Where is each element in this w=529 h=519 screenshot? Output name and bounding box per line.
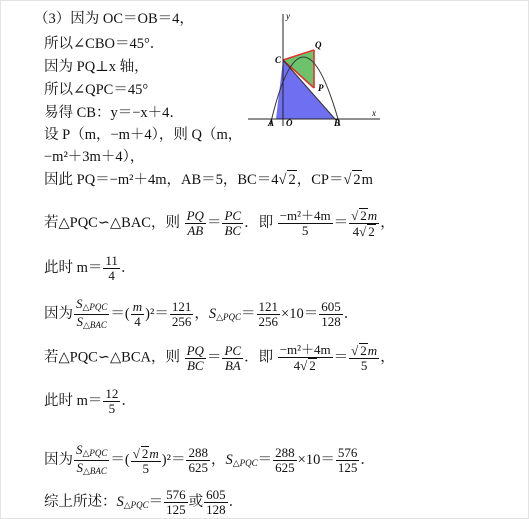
radicand: 2: [309, 358, 316, 373]
label-o: O: [286, 118, 293, 128]
sqrt-sign: √: [351, 343, 359, 358]
sqrt-sign: √: [351, 208, 359, 223]
m-value-2: [44, 387, 136, 416]
fraction-root2m-5: [349, 343, 379, 373]
coef: 4: [293, 358, 301, 373]
line-8-c: ，CP＝: [296, 172, 344, 188]
label: 此时 m＝: [44, 392, 103, 409]
label: 因为: [44, 305, 73, 322]
eq: ＝: [241, 305, 256, 322]
fraction-288-625: [186, 446, 210, 475]
den: AB: [187, 223, 204, 238]
radicand: 2: [368, 224, 375, 239]
num: PQ: [186, 208, 204, 223]
s: S: [76, 314, 83, 329]
label: 综上所述：: [44, 493, 117, 510]
num: PC: [224, 208, 242, 223]
fraction-m-4: [131, 300, 144, 329]
num: PQ: [186, 342, 204, 358]
fraction-11-4: [103, 254, 120, 283]
s: S: [76, 442, 83, 457]
equals: ＝: [333, 349, 349, 366]
den: BC: [224, 223, 242, 238]
period: ．: [343, 305, 359, 322]
den: 256: [171, 314, 192, 329]
line-6: 设 P（m，−m＋4），则 Q（m，: [44, 127, 243, 143]
den: 625: [275, 460, 295, 475]
fraction-576-125: [336, 446, 360, 475]
label: 此时 m＝: [44, 259, 103, 276]
comma: ，: [194, 305, 209, 322]
s: S: [116, 493, 124, 510]
case-2-intro: 若△PQC∽△BCA，则: [44, 349, 180, 366]
num: 288: [275, 445, 295, 460]
num: 121: [258, 299, 279, 314]
radicand: 2: [360, 343, 367, 358]
period: ．: [360, 451, 375, 468]
label-x: x: [372, 108, 376, 118]
fraction-12-5: [103, 387, 120, 416]
sqrt-sign: √: [300, 358, 308, 373]
times: ×10＝: [281, 305, 319, 322]
line-7: −m²＋3m＋4），: [44, 149, 145, 165]
line-1: （3）因为 OC＝OB＝4，: [34, 11, 194, 27]
fraction-root2m: [349, 208, 379, 239]
comma: ，: [380, 349, 395, 366]
period: ．: [120, 259, 136, 276]
case-1-ji: ．即: [244, 214, 274, 231]
period: ．: [228, 493, 244, 510]
sub: △BAC: [83, 466, 107, 476]
label-p: P: [318, 83, 324, 93]
var: m: [367, 208, 378, 223]
case-2-line: [44, 343, 395, 373]
sub: △PQC: [123, 499, 149, 510]
line-3: 因为 PQ⊥x 轴，: [44, 59, 149, 75]
label-y: y: [286, 11, 290, 21]
sub: △PQC: [82, 302, 108, 312]
label-c: C: [275, 55, 282, 65]
var: m: [149, 445, 159, 461]
den: [75, 461, 109, 478]
sub: △PQC: [216, 311, 242, 322]
fraction-pq-ab: [185, 209, 206, 238]
label-q: Q: [315, 40, 322, 50]
num: [131, 446, 161, 462]
den: [292, 358, 319, 373]
num: 12: [105, 386, 119, 401]
den: 5: [142, 460, 150, 476]
den: 128: [321, 314, 341, 329]
area-ratio-1: [44, 297, 358, 332]
fraction-expr-2: [278, 343, 333, 373]
coef: 4: [352, 224, 360, 239]
comma: ，: [210, 451, 226, 468]
num: −m²＋4m: [279, 342, 331, 357]
num: 576: [166, 487, 186, 502]
or: 或: [188, 493, 204, 510]
sqrt-sign: √: [132, 445, 140, 461]
num: [74, 443, 109, 461]
label: 因为: [44, 451, 73, 468]
fraction-121-256: [170, 300, 194, 329]
den: [351, 224, 378, 239]
line-4: 所以∠QPC＝45°: [44, 82, 149, 98]
sub: △PQC: [232, 457, 258, 468]
line-8: [44, 170, 373, 189]
line-8-e: m: [361, 172, 373, 188]
den: 4: [134, 314, 141, 329]
eq: ＝: [257, 451, 273, 468]
area-ratio-2: [44, 443, 375, 478]
case-1-line: [44, 208, 395, 239]
fraction-root2m-5: [131, 446, 161, 476]
line-8-d: 2: [353, 172, 361, 188]
var: m: [367, 343, 378, 358]
case-1-intro: 若△PQC∽△BAC，则: [44, 214, 180, 231]
square: )²＝: [145, 305, 169, 322]
den: 125: [166, 502, 186, 517]
eq: ＝(: [110, 451, 130, 468]
den: 125: [337, 460, 358, 475]
den: 5: [360, 358, 368, 373]
coordinate-figure: [228, 8, 388, 133]
comma: ，: [380, 214, 395, 231]
den: 625: [188, 460, 208, 475]
num: 11: [105, 253, 118, 268]
num: [74, 297, 109, 315]
period: ．: [121, 392, 136, 409]
fraction-576-125: [164, 488, 188, 517]
fraction-288-625: [273, 446, 297, 475]
equals: ＝: [206, 214, 222, 231]
s: S: [76, 460, 83, 475]
conclusion-line: [44, 488, 243, 517]
equals: ＝: [206, 349, 222, 366]
den: BC: [186, 357, 204, 373]
num: 121: [171, 299, 192, 314]
num: 605: [206, 487, 226, 502]
fraction-pq-bc: [185, 344, 206, 373]
s: S: [208, 305, 217, 322]
num: 576: [337, 445, 358, 460]
radicand: 2: [141, 445, 149, 461]
fraction-121-256: [257, 300, 281, 329]
case-2-ji: ．即: [244, 349, 274, 366]
den: 256: [258, 314, 279, 329]
den: BA: [224, 357, 241, 373]
den: 4: [108, 268, 115, 283]
fraction-pc-ba: [222, 344, 243, 373]
num: [349, 208, 379, 224]
fraction-area-ratio: [74, 297, 109, 332]
sqrt-sign: √: [278, 172, 287, 188]
num: PC: [224, 342, 242, 358]
num: 605: [321, 299, 341, 314]
line-8-b: 2: [288, 172, 296, 188]
den: 128: [206, 502, 226, 517]
line-2: 所以∠CBO＝45°．: [44, 36, 165, 52]
equals: ＝: [333, 214, 349, 231]
line-5: 易得 CB：y＝−x＋4．: [44, 105, 184, 121]
num: m: [132, 299, 143, 314]
fraction-605-128: [204, 488, 228, 517]
s: S: [225, 451, 233, 468]
parabola-figure-svg: [228, 8, 388, 128]
eq: ＝(: [110, 305, 130, 322]
s: S: [76, 296, 83, 311]
fraction-area-ratio-2: [74, 443, 109, 478]
den: 5: [301, 223, 309, 238]
times: ×10＝: [297, 451, 335, 468]
label-a: A: [268, 118, 275, 128]
num: [349, 343, 379, 359]
num: −m²＋4m: [279, 208, 331, 223]
sqrt-sign: √: [359, 224, 367, 239]
den: [75, 315, 109, 332]
label-b: B: [334, 118, 341, 128]
sub: △PQC: [82, 448, 108, 458]
eq: ＝: [148, 493, 164, 510]
fraction-pc-bc: [222, 209, 243, 238]
fraction-expr: [278, 209, 333, 238]
sqrt-sign: √: [343, 172, 352, 188]
m-value-1: [44, 254, 135, 283]
den: 5: [108, 401, 116, 416]
sub: △BAC: [83, 320, 107, 330]
radicand: 2: [360, 208, 367, 223]
line-8-a: 因此 PQ＝−m²＋4m，AB＝5，BC＝4: [44, 172, 279, 188]
square: )²＝: [161, 451, 186, 468]
num: 288: [188, 445, 208, 460]
fraction-605-128: [319, 300, 343, 329]
